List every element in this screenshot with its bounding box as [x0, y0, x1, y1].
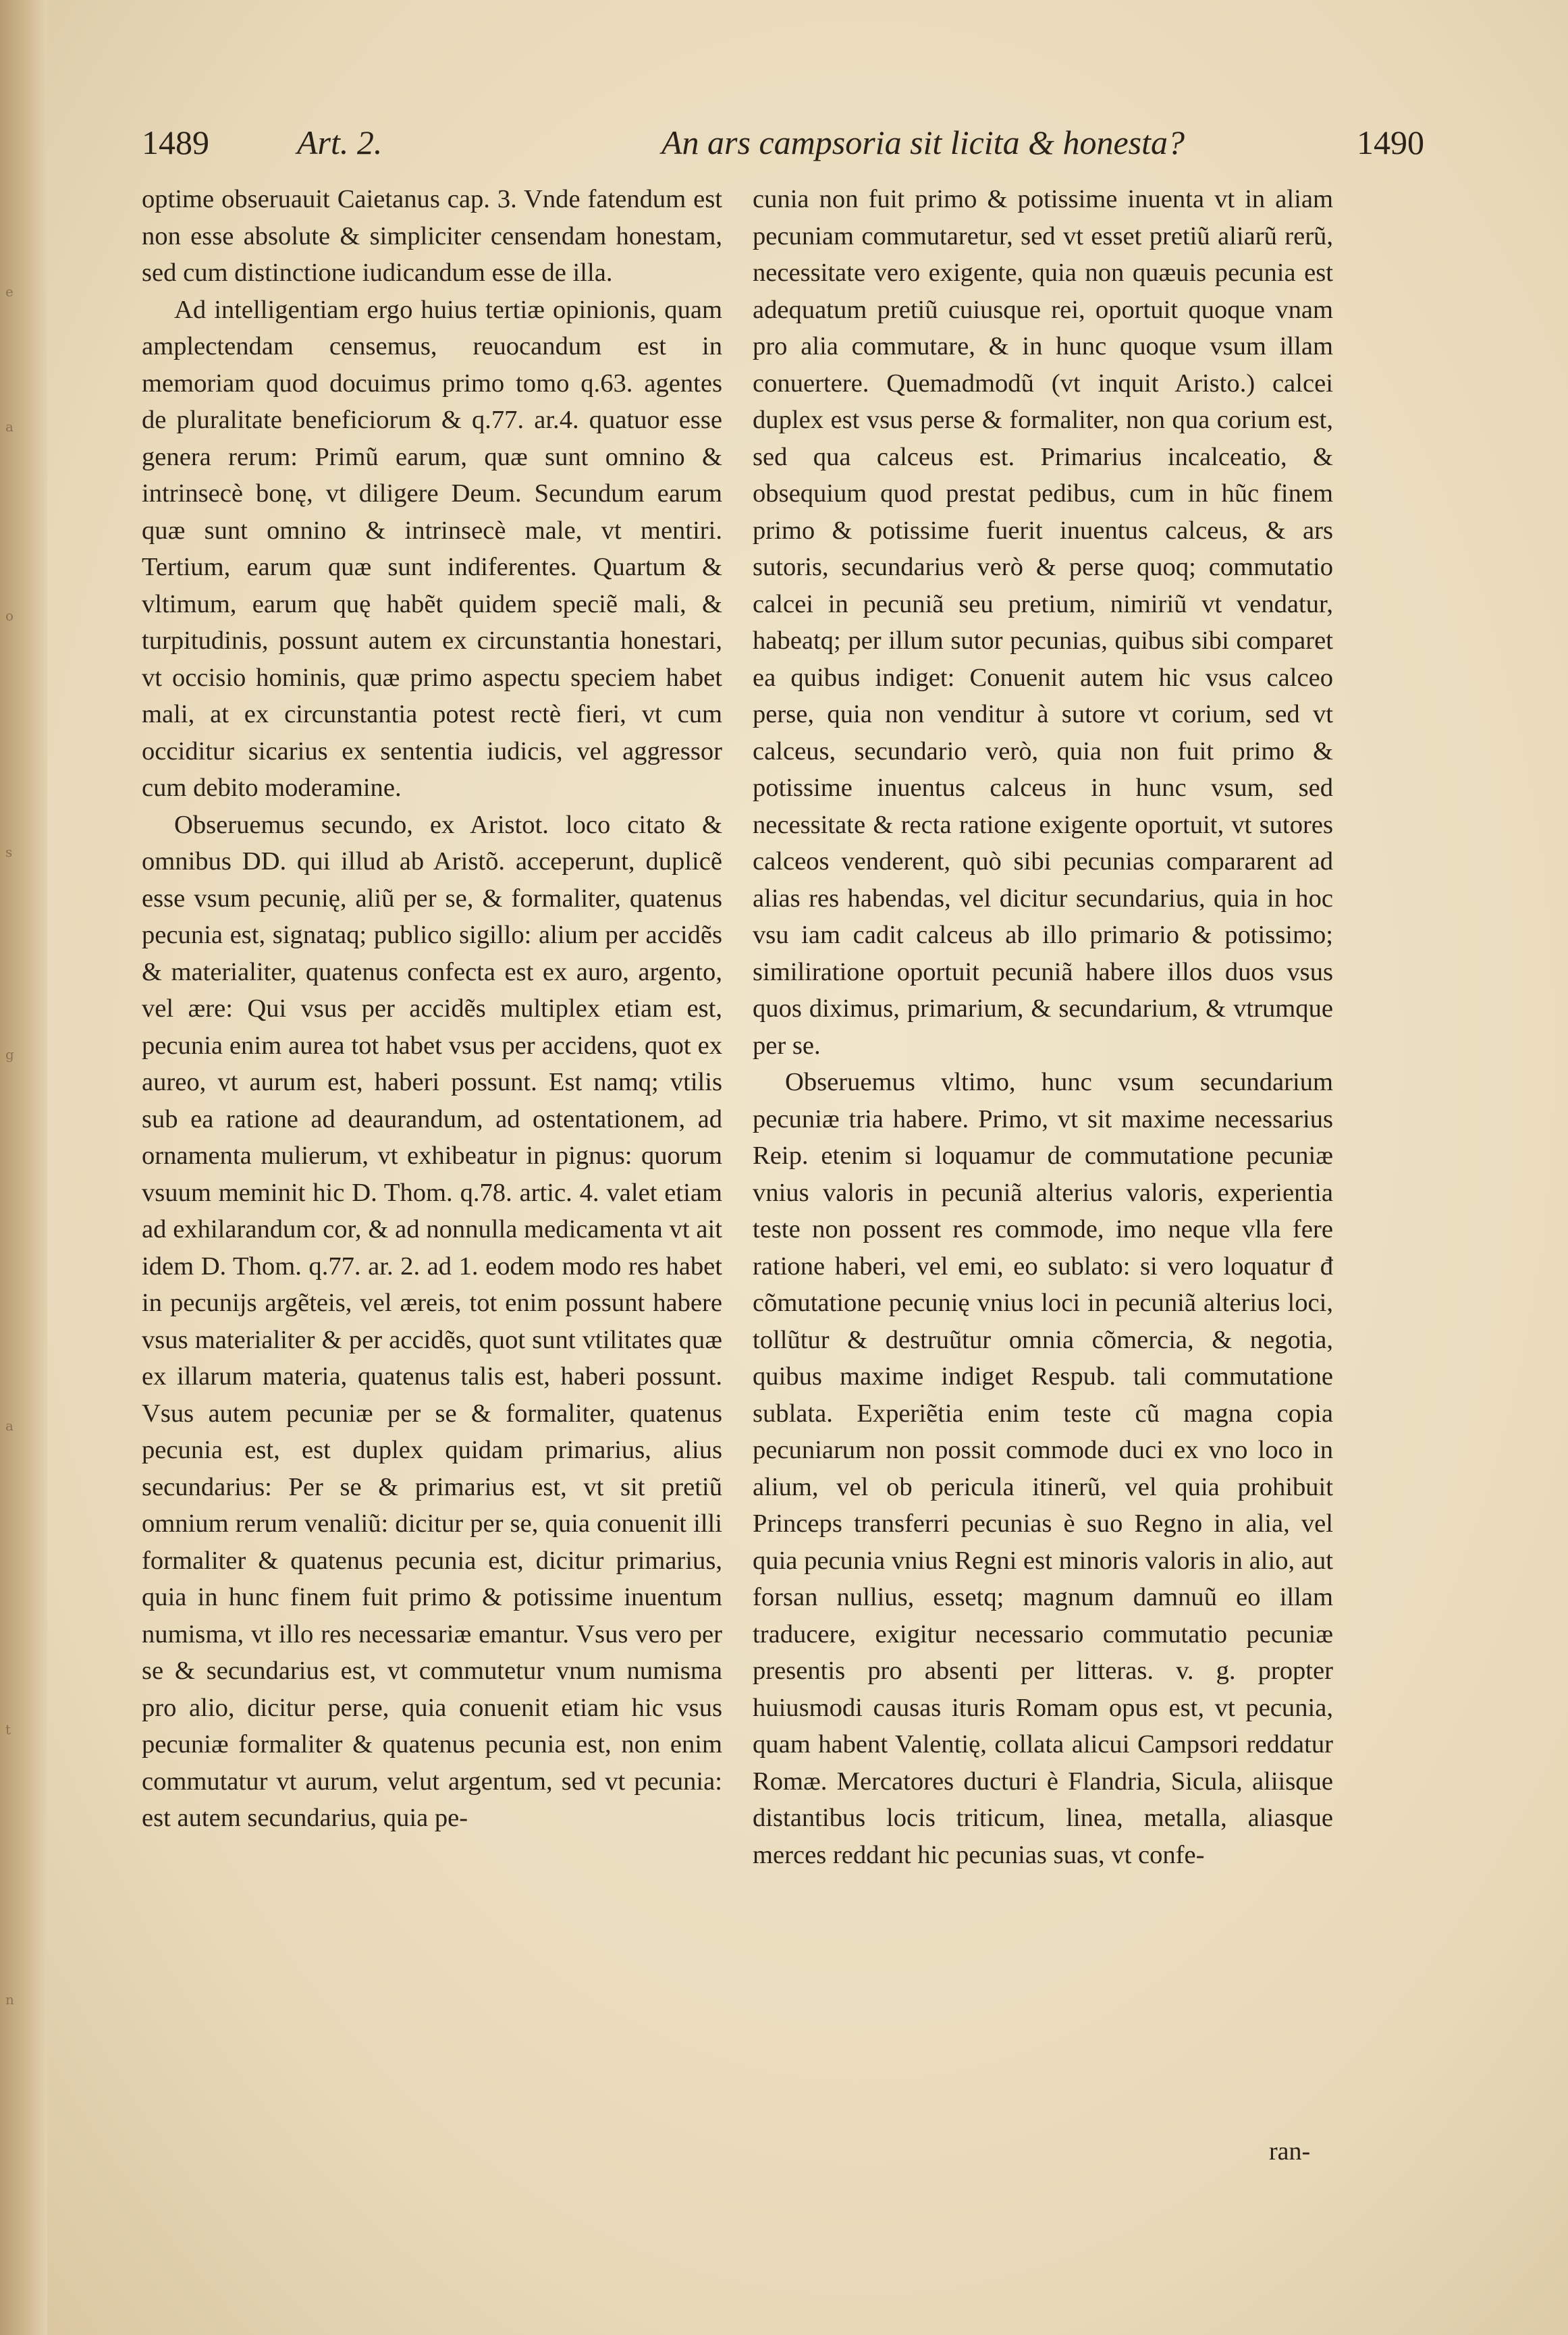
gutter-mark: t	[5, 1721, 11, 1738]
gutter-mark: a	[5, 1418, 13, 1434]
gutter-mark: n	[5, 1991, 14, 2008]
gutter-mark: g	[5, 1046, 14, 1063]
binding-gutter	[0, 0, 47, 2335]
gutter-mark: s	[5, 844, 13, 860]
gutter-mark: o	[5, 608, 14, 624]
article-label: Art. 2.	[297, 124, 383, 161]
running-header	[142, 123, 1424, 170]
page-number-right: 1490	[1357, 124, 1424, 161]
running-title: An ars campsoria sit licita & honesta?	[661, 124, 1185, 161]
paragraph: optime obseruauit Caietanus cap. 3. Vnde fatendum est non esse absolute & simpliciter censendam honestam, sed cum distinctione iudicandum esse de illa.	[142, 185, 722, 287]
right-column	[753, 181, 1333, 1873]
page-number-left: 1489	[142, 124, 209, 161]
paragraph: cunia non fuit primo & potissime inuenta vt in aliam pecuniam commutaretur, sed vt esset pretiũ aliarũ rerũ, necessitate vero exigente, quia non quæuis pecunia est adequatum pretiũ cuiusque rei, oportuit quoque vnam pro alia commutare, & in hunc quoque vsum illam conuertere. Quemadmodũ (vt inquit Aristo.) calcei duplex est vsus perse & formaliter, non qua corium est, sed qua calceus est. Primarius incalceatio, & obsequium quod prestat pedibus, cum in hũc finem primo & potissime fuerit inuentus calceus, & ars sutoris, secundarius verò & perse quoq; commutatio calcei in pecuniã seu pretium, nimiriũ vt vendatur, habeatq; per illum sutor pecunias, quibus sibi comparet ea quibus indiget: Conuenit autem hic vsus calceo perse, quia non venditur à sutore vt corium, sed vt calceus, secundario verò, quia non fuit primo & potissime inuentus calceus in hunc vsum, sed necessitate & recta ratione exigente oportuit, vt sutores calceos venderent, quò sibi pecunias compararent ad alias res habendas, vel dicitur secundarius, quia in hoc vsu iam cadit calceus ab illo primario & potissimo; similiratione oportuit pecuniã habere illos duos vsus quos diximus, primarium, & secundarium, & vtrumque per se.	[753, 185, 1333, 1060]
paragraph: Obseruemus secundo, ex Aristot. loco citato & omnibus DD. qui illud ab Aristõ. acceperunt, duplicẽ esse vsum pecunię, aliũ per se, & formaliter, quatenus pecunia est, signataq; publico sigillo: alium per accidẽs & materialiter, quatenus confecta est ex auro, argento, vel ære: Qui vsus per accidẽs multiplex etiam est, pecunia enim aurea tot habet vsus per accidens, quot ex aureo, vt aurum est, haberi possunt. Est namq; vtilis sub ea ratione ad deaurandum, ad ostentationem, ad ornamenta mulierum, vt exhibeatur in pignus: quorum vsuum meminit hic D. Thom. q.78. artic. 4. valet etiam ad exhilarandum cor, & ad nonnulla medicamenta vt ait idem D. Thom. q.77. ar. 2. ad 1. eodem modo res habet in pecunijs argẽteis, vel æreis, tot enim possunt habere vsus materialiter & per accidẽs, quot sunt vtilitates quæ ex illarum materia, quatenus talis est, haberi possunt. Vsus autem pecuniæ per se & formaliter, quatenus pecunia est, est duplex quidam primarius, alius secundarius: Per se & primarius est, vt sit pretiũ omnium rerum venaliũ: dicitur per se, quia conuenit illi formaliter & quatenus pecunia est, dicitur primarius, quia in hunc finem fuit primo & potissime inuentum numisma, vt illo res necessariæ emantur. Vsus vero per se & secundarius est, vt commutetur vnum numisma pro alio, dicitur perse, quia conuenit etiam hic vsus pecuniæ formaliter & quatenus pecunia est, non enim commutatur vt aurum, velut argentum, sed vt pecunia: est autem secundarius, quia pe-	[142, 810, 722, 1832]
paragraph: Ad intelligentiam ergo huius tertiæ opinionis, quam amplectendam censemus, reuocandum est in memoriam quod docuimus primo tomo q.63. agentes de pluralitate beneficiorum & q.77. ar.4. quatuor esse genera rerum: Primũ earum, quæ sunt omnino & intrinsecè bonę, vt diligere Deum. Secundum earum quæ sunt omnino & intrinsecè male, vt mentiri. Tertium, earum quæ sunt indiferentes. Quartum & vltimum, earum quę habẽt quidem speciẽ mali, & turpitudinis, possunt autem ex circunstantia honestari, vt occisio hominis, quæ primo aspectu speciem habet mali, at ex circunstantia potest rectè fieri, vt cum occiditur sicarius ex sententia iudicis, vel aggressor cum debito moderamine.	[142, 295, 722, 802]
gutter-mark: a	[5, 419, 13, 435]
gutter-mark: e	[5, 284, 13, 300]
catchword: ran-	[1269, 2137, 1311, 2166]
left-column	[142, 181, 722, 1837]
paragraph: Obseruemus vltimo, hunc vsum secundarium pecuniæ tria habere. Primo, vt sit maxime necessarius Reip. etenim si loquamur de commutatione pecuniæ vnius valoris in pecuniã alterius valoris, experientia teste non possent res commode, imo neque vlla fere ratione haberi, vel emi, eo sublato: si vero loquatur đ cõmutatione pecunię vnius loci in pecuniã alterius loci, tollũtur & destruũtur omnia cõmercia, & negotia, quibus maxime indiget Respub. tali commutatione sublata. Experiẽtia enim teste cũ magna copia pecuniarum non possit commode duci ex vno loco in alium, vel ob pericula itinerũ, vel quia prohibuit Princeps transferri pecunias è suo Regno in alia, vel quia pecunia vnius Regni est minoris valoris in alio, aut forsan nullius, essetq; magnum damnuũ eo illam traducere, exigitur necessario commutatio pecuniæ presentis pro absenti per litteras. v. g. propter huiusmodi causas ituris Romam opus est, vt pecunia, quam habent Valentię, collata alicui Campsori reddatur Romæ. Mercatores ducturi è Flandria, Sicula, aliisque distantibus locis triticum, linea, metalla, aliasque merces reddant hic pecunias suas, vt confe-	[753, 1068, 1333, 1869]
